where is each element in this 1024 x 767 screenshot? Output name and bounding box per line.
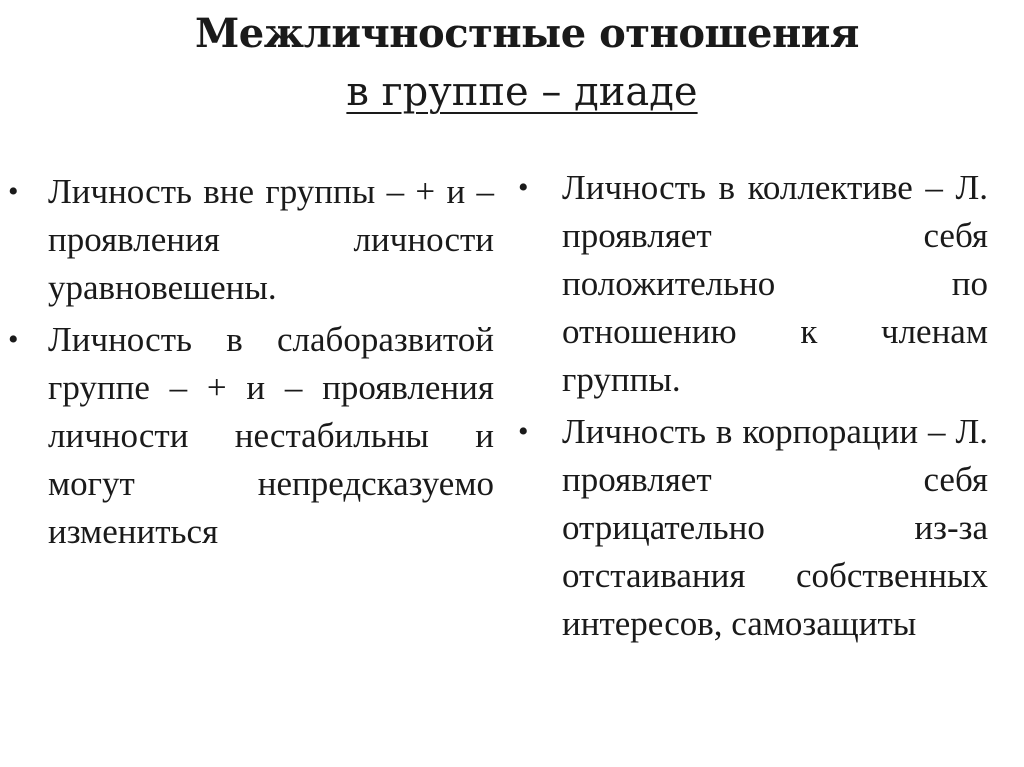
bullet-icon: • [518,171,529,204]
slide-subtitle [0,66,1024,118]
bullet-icon: • [8,323,19,356]
list-item [518,408,988,648]
list-item [8,316,494,556]
list-item [8,168,494,312]
slide-title-block [0,8,1024,118]
right-column [518,164,988,652]
list-item [518,164,988,404]
slide-title: Межличностные отношения [195,10,859,57]
bullet-icon: • [518,415,529,448]
list-item-text: Личность в слаборазвитой группе – + и – проявления личности нестабильны и могут непредсказуемо измениться [48,320,494,551]
list-item-text: Личность вне группы – + и – проявления личности уравновешены. [48,172,494,307]
left-column [8,168,494,560]
bullet-icon: • [8,175,19,208]
list-item-text: Личность в коллективе – Л. проявляет себя положительно по отношению к членам группы. [562,168,988,399]
slide-subtitle-text: в группе – диаде [346,69,698,115]
list-item-text: Личность в корпорации – Л. проявляет себя отрицательно из-за отстаивания собственных интересов, самозащиты [562,412,988,643]
